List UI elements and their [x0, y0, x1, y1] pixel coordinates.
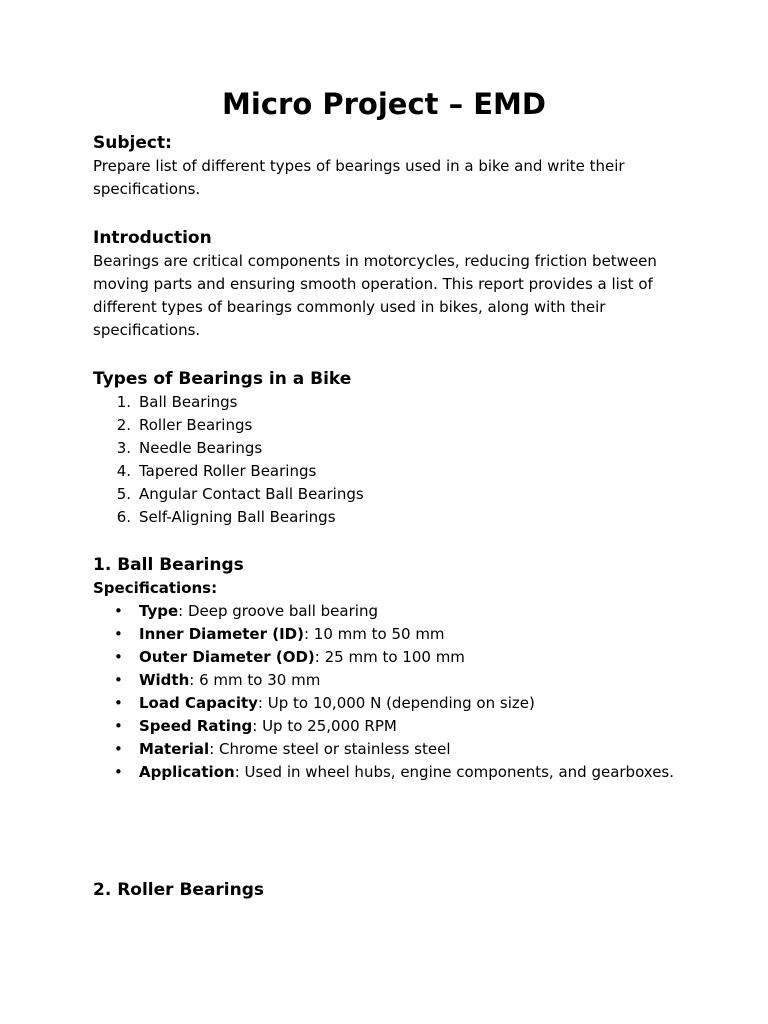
specifications-label: Specifications:: [93, 579, 218, 597]
list-item: [93, 646, 683, 669]
types-list: [93, 391, 683, 529]
bullet-icon: •: [114, 602, 123, 620]
list-item-label: Angular Contact Ball Bearings: [139, 485, 364, 503]
list-item-label: Needle Bearings: [139, 439, 263, 457]
list-item-label: Self-Aligning Ball Bearings: [139, 508, 336, 526]
list-item: [93, 623, 683, 646]
list-item-label: Ball Bearings: [139, 393, 238, 411]
list-item: [93, 600, 683, 623]
list-item: [93, 506, 683, 529]
spec-value: : Deep groove ball bearing: [178, 602, 378, 620]
spec-value: : 25 mm to 100 mm: [314, 648, 465, 666]
list-number: 2.: [116, 416, 131, 434]
bullet-icon: •: [114, 740, 123, 758]
spec-key: Outer Diameter (OD): [139, 648, 315, 666]
list-item-label: Roller Bearings: [139, 416, 253, 434]
list-item: [93, 761, 683, 784]
bullet-icon: •: [114, 625, 123, 643]
list-item: [93, 414, 683, 437]
bullet-icon: •: [114, 717, 123, 735]
bullet-icon: •: [114, 694, 123, 712]
list-item: [93, 460, 683, 483]
types-heading: Types of Bearings in a Bike: [93, 369, 352, 389]
spec-value: : Used in wheel hubs, engine components, and gearboxes.: [234, 763, 675, 781]
introduction-text: Bearings are critical components in motorcycles, reducing friction between moving parts and ensuring smooth operation. This report provides a list of different types of bearings commonly used in bikes, along with their specifications.: [93, 252, 657, 339]
spec-value: : Up to 25,000 RPM: [252, 717, 397, 735]
list-item: [93, 715, 683, 738]
list-number: 1.: [116, 393, 131, 411]
list-item: [93, 437, 683, 460]
ball-bearings-heading: 1. Ball Bearings: [93, 555, 244, 575]
spec-key: Inner Diameter (ID): [139, 625, 304, 643]
spec-value: : 6 mm to 30 mm: [189, 671, 321, 689]
page-title: Micro Project – EMD: [222, 87, 546, 121]
list-number: 6.: [116, 508, 131, 526]
specifications-list: [93, 600, 683, 784]
list-item: [93, 669, 683, 692]
list-item-label: Tapered Roller Bearings: [139, 462, 317, 480]
list-item: [93, 692, 683, 715]
introduction-heading: Introduction: [93, 228, 212, 248]
list-number: 3.: [116, 439, 131, 457]
list-number: 4.: [116, 462, 131, 480]
list-item: [93, 483, 683, 506]
spec-key: Type: [139, 602, 179, 620]
spec-key: Material: [139, 740, 210, 758]
list-item: [93, 738, 683, 761]
roller-bearings-heading: 2. Roller Bearings: [93, 880, 265, 900]
bullet-icon: •: [114, 763, 123, 781]
document-page: [93, 84, 683, 902]
bullet-icon: •: [114, 671, 123, 689]
spec-key: Width: [139, 671, 190, 689]
bullet-icon: •: [114, 648, 123, 666]
spec-key: Speed Rating: [139, 717, 253, 735]
list-number: 5.: [116, 485, 131, 503]
list-item: [93, 391, 683, 414]
spec-key: Application: [139, 763, 235, 781]
spec-key: Load Capacity: [139, 694, 258, 712]
spec-value: : 10 mm to 50 mm: [303, 625, 445, 643]
subject-heading: Subject:: [93, 133, 172, 153]
subject-text: Prepare list of different types of bearings used in a bike and write their specifications.: [93, 157, 625, 198]
spec-value: : Up to 10,000 N (depending on size): [257, 694, 535, 712]
spec-value: : Chrome steel or stainless steel: [209, 740, 451, 758]
